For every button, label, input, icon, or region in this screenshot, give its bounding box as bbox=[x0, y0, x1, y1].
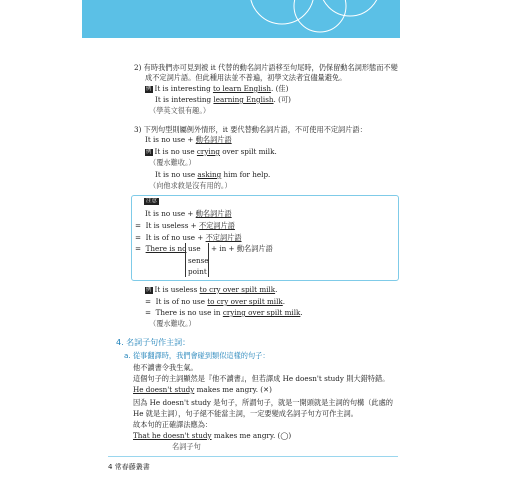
note-word-sense: sense bbox=[188, 256, 209, 265]
examples2-line3: = There is no use in crying over spilt milk. bbox=[145, 308, 303, 317]
note-word-use: use bbox=[188, 244, 201, 253]
example-badge: 例 bbox=[146, 287, 152, 293]
item3-translation2: （向他求救是沒有用的。） bbox=[149, 181, 232, 190]
note-row4: = There is no bbox=[135, 244, 187, 253]
section4-line2: 這個句子的主詞顯然是『他不讀書』，但若譯成 He doesn't study 則大錯特錯。 bbox=[133, 374, 390, 383]
section4-line5: He 就是主詞），句子絕不能當主詞，一定要變成名詞子句方可作主詞。 bbox=[133, 409, 358, 418]
item2-example2: It is interesting learning English. (可) bbox=[155, 95, 291, 104]
examples2-line2: = It is of no use to cry over spilt milk. bbox=[145, 297, 286, 306]
note-row1: It is no use + 動名詞片語 bbox=[145, 209, 232, 218]
note-word-point: point bbox=[188, 267, 207, 276]
item3-pattern: It is no use + 動名詞片語 bbox=[145, 135, 232, 144]
section4-line1: 他不讀書令我生氣。 bbox=[133, 363, 198, 372]
bracket-left bbox=[185, 243, 186, 277]
item3-example2: It is no use asking him for help. bbox=[155, 170, 271, 179]
example-badge: 例 bbox=[146, 86, 152, 92]
note-label: 注意 bbox=[146, 198, 158, 204]
section4-line6: 故本句的正確譯法應為： bbox=[133, 420, 213, 429]
item2-example1: 例 It is interesting to learn English. (佳) bbox=[146, 84, 289, 93]
item2-intro-line1: 2) 有時我們亦可見到被 it 代替的動名詞片語移至句尾時，仍保留動名詞形態而不變 bbox=[134, 63, 398, 72]
footer-rule bbox=[108, 456, 398, 457]
header-banner bbox=[82, 0, 400, 38]
book-series: 常春藤叢書 bbox=[114, 463, 150, 471]
section4-line7: That he doesn't study makes me angry. (◯) bbox=[133, 431, 292, 440]
item3-translation1: （覆水難收。） bbox=[149, 158, 196, 167]
note-row2: = It is useless + 不定詞片語 bbox=[135, 221, 235, 230]
section4-line3: He doesn't study makes me angry. (✕) bbox=[133, 385, 272, 394]
note-row4-tail: + in + 動名詞片語 bbox=[211, 244, 273, 253]
section4-line4: 因為 He doesn't study 是句子，所謂句子，就是一開頭就是主詞的句構（此處的 bbox=[133, 398, 393, 407]
item2-intro-line2: 成不定詞片語。但此種用法並不普遍，初學文法者宜儘量避免。 bbox=[145, 73, 347, 82]
note-row3: = It is of no use + 不定詞片語 bbox=[135, 233, 242, 242]
examples2-line1: 例 It is useless to cry over spilt milk. bbox=[146, 285, 278, 294]
page-number: 4 bbox=[108, 463, 113, 471]
section4-title: 4. 名詞子句作主詞： bbox=[116, 338, 191, 347]
item3-example1: 例 It is no use crying over spilt milk. bbox=[146, 147, 277, 156]
decorative-circles-graphic bbox=[82, 0, 400, 38]
examples2-translation: （覆水難收。） bbox=[149, 319, 196, 328]
example-badge: 例 bbox=[146, 149, 152, 155]
footer bbox=[108, 462, 150, 472]
item2-translation: （學英文很有趣。） bbox=[149, 106, 211, 115]
section4-line8: 名詞子句 bbox=[172, 442, 201, 451]
section4-subheading-a: a. 從事翻譯時，我們會碰到類似這樣的句子： bbox=[124, 351, 270, 360]
item3-intro: 3) 下列句型則屬例外情形，it 要代替動名詞片語，不可使用不定詞片語： bbox=[134, 125, 367, 134]
